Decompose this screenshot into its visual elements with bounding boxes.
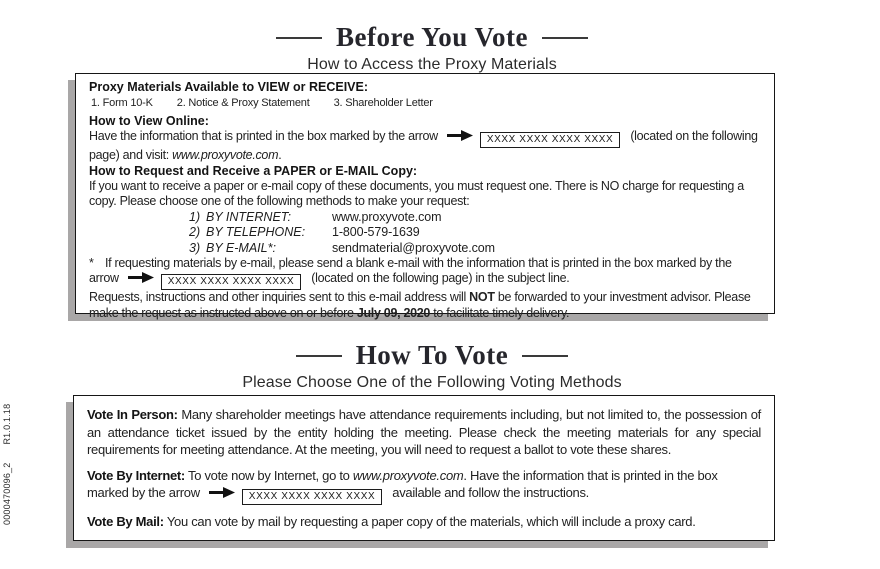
vote-by-mail-label: Vote By Mail: [87, 514, 164, 529]
method-number: 1) [189, 209, 201, 224]
email-footnote-paragraph [89, 256, 762, 290]
sentence-period: . [278, 148, 282, 163]
method-value: www.proxyvote.com [332, 209, 442, 224]
not-emphasis: NOT [469, 290, 495, 305]
method-label: BY E-MAIL*: [206, 240, 276, 255]
deadline-date: July 09, 2020 [356, 305, 431, 320]
material-item: 3. Shareholder Letter [333, 97, 433, 110]
method-label: BY TELEPHONE: [206, 225, 306, 240]
method-number: 3) [189, 240, 201, 255]
how-to-vote-title: How To Vote [355, 340, 509, 370]
footnote-text-after: (located on the following page) in the subject line. [311, 271, 570, 286]
method-value: 1-800-579-1639 [332, 225, 420, 240]
before-you-vote-title: Before You Vote [336, 22, 528, 52]
vote-in-person-text: Many shareholder meetings have attendance requirements including, but not limited to, the possession of an attendance ticket issued by the entity holding the meeting. Please check the meeting materials for any special requirements for meeting attendance. At the meeting, you will need to request a ballot to vote these shares. [87, 407, 761, 457]
before-you-vote-title-row [0, 22, 864, 53]
request-methods-list [189, 210, 762, 256]
method-number: 2) [189, 225, 201, 240]
vote-by-internet-label: Vote By Internet: [87, 467, 185, 483]
before-you-vote-header [0, 22, 864, 74]
right-arrow-icon [128, 272, 154, 287]
vote-by-mail-paragraph [87, 513, 761, 531]
method-label: BY INTERNET: [206, 209, 291, 224]
proxy-materials-box [75, 73, 775, 320]
title-dash-left [276, 37, 322, 39]
how-to-vote-header [0, 340, 864, 392]
proxyvote-url: www.proxyvote.com [172, 148, 279, 163]
control-number-box: XXXX XXXX XXXX XXXX [480, 132, 620, 148]
view-online-heading: How to View Online: [89, 113, 209, 128]
method-value: sendmaterial@proxyvote.com [332, 240, 495, 255]
how-to-vote-title-row [0, 340, 864, 371]
before-you-vote-subtitle: How to Access the Proxy Materials [307, 56, 557, 73]
voting-methods-box [73, 395, 775, 541]
delivery-note-text: to facilitate timely delivery. [430, 305, 570, 320]
delivery-note-text: be forwarded to your investment advisor. Please make the request as instructed above on or before [89, 290, 751, 320]
how-to-vote-subtitle: Please Choose One of the Following Voting Methods [242, 374, 622, 391]
vote-in-person-paragraph [87, 406, 761, 459]
vote-by-internet-text: To vote now by Internet, go to [184, 467, 353, 483]
vote-by-internet-paragraph [87, 467, 761, 506]
availability-heading: Proxy Materials Available to VIEW or RECEIVE: [89, 80, 369, 94]
view-online-paragraph [89, 129, 762, 163]
title-dash-right [522, 355, 568, 357]
right-arrow-icon [447, 130, 473, 145]
vote-by-mail-text: You can vote by mail by requesting a paper copy of the materials, which will include a proxy card. [163, 514, 696, 529]
title-dash-left [296, 355, 342, 357]
vote-in-person-label: Vote In Person: [87, 407, 178, 422]
request-heading: How to Request and Receive a PAPER or E-MAIL Copy: [89, 163, 418, 178]
right-arrow-icon [209, 485, 235, 503]
control-number-box: XXXX XXXX XXXX XXXX [161, 274, 301, 290]
material-item: 2. Notice & Proxy Statement [176, 97, 310, 110]
request-intro-paragraph: If you want to receive a paper or e-mail copy of these documents, you must request one. There is NO charge for requesting a copy. Please choose one of the following methods to make your request: [89, 179, 744, 209]
document-code: 0000470096_2 [2, 462, 12, 525]
document-revision: R1.0.1.18 [2, 403, 12, 445]
request-method-email [189, 241, 762, 256]
materials-list [91, 96, 762, 111]
request-method-internet [189, 210, 762, 225]
title-dash-right [542, 37, 588, 39]
delivery-note-text: Requests, instructions and other inquiries sent to this e-mail address will [89, 290, 470, 305]
vote-by-internet-text: . Have the information that is printed in the box marked by the arrow [87, 467, 718, 500]
request-method-telephone [189, 225, 762, 240]
proxyvote-url: www.proxyvote.com [352, 467, 464, 483]
view-online-text: Have the information that is printed in the box marked by the arrow [89, 129, 438, 144]
footnote-asterisk: * [89, 256, 94, 271]
delivery-note-paragraph [89, 290, 762, 321]
document-code-sidebar [2, 393, 12, 525]
vote-by-internet-text-after: available and follow the instructions. [392, 485, 589, 500]
material-item: 1. Form 10-K [91, 97, 153, 110]
view-online-text-after: (located on the following page) and visit: [89, 129, 758, 163]
footnote-text: If requesting materials by e-mail, please send a blank e-mail with the information that is printed in the box marked by the arrow [89, 256, 732, 286]
control-number-box: XXXX XXXX XXXX XXXX [242, 489, 382, 505]
